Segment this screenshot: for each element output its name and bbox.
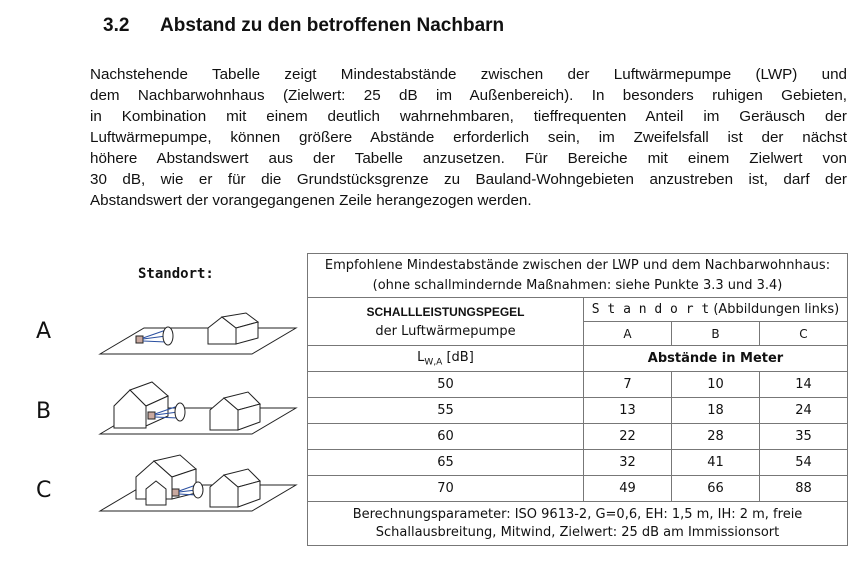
distance-c-cell: 24 [760,398,848,424]
table-row [308,398,848,424]
paragraph-line: Nachstehende Tabelle zeigt Mindestabstände zwischen der Luftwärmepumpe (LWP) und [90,66,847,83]
unit-suffix: [dB] [446,349,474,365]
paragraph-line: höhere Abstandswert aus der Tabelle anzusetzen. Für Bereiche mit einem Zielwert von [90,150,847,167]
table-unit-row [308,346,848,372]
paragraph-line: in Kombination mit einem deutlich wahrnehmbaren, tieffrequenten Anteil im Geräusch der [90,108,847,125]
sketch-standort-b [98,378,298,444]
distance-c-cell: 54 [760,450,848,476]
table-row [308,450,848,476]
table-row [308,372,848,398]
header-standort [584,298,848,322]
intro-paragraph [90,64,847,211]
unit-label [308,346,584,372]
distance-b-cell: 18 [672,398,760,424]
distance-c-cell: 88 [760,476,848,502]
level-cell: 60 [308,424,584,450]
level-cell: 50 [308,372,584,398]
distance-a-cell: 32 [584,450,672,476]
distance-a-cell: 22 [584,424,672,450]
distance-a-cell: 7 [584,372,672,398]
table-footer [308,502,848,546]
sketch-standort-a [98,308,298,364]
table-caption [308,254,848,298]
column-a: A [584,322,672,346]
distances-label: Abstände in Meter [584,346,848,372]
distance-b-cell: 10 [672,372,760,398]
footer-line: Berechnungsparameter: ISO 9613-2, G=0,6, EH: 1,5 m, IH: 2 m, freie [352,506,803,522]
unit-subscript: W,A [424,357,443,368]
distance-a-cell: 49 [584,476,672,502]
table-caption-row [308,254,848,298]
caption-line: (ohne schallmindernde Maßnahmen: siehe Punkte 3.3 und 3.4) [372,277,783,293]
header-standort-word: S t a n d o r t [591,302,710,317]
distance-c-cell: 14 [760,372,848,398]
paragraph-line: dem Nachbarwohnhaus (Zielwert: 25 dB im Außenbereich). In besonders ruhigen Gebieten, [90,87,847,104]
column-b: B [672,322,760,346]
footer-line: Schallausbreitung, Mitwind, Zielwert: 25 dB am Immissionsort [375,524,780,540]
header-level [308,298,584,346]
table-row [308,476,848,502]
distance-b-cell: 41 [672,450,760,476]
row-letter-b: B [36,399,52,424]
paragraph-line: Abstandswert der vorangegangenen Zeile herangezogen werden. [90,192,532,209]
distance-table [307,253,848,546]
distance-a-cell: 13 [584,398,672,424]
paragraph-line: 30 dB, wie er für die Grundstücksgrenze zu Bauland-Wohngebieten anzustreben ist, darf der [90,171,847,188]
section-number: 3.2 [103,15,130,36]
table-footer-row [308,502,848,546]
paragraph-line: Luftwärmepumpe, können größere Abstände erforderlich sein, im Zweifelsfall ist der nächst [90,129,847,146]
distance-c-cell: 35 [760,424,848,450]
distance-b-cell: 66 [672,476,760,502]
row-letter-c: C [36,478,52,503]
table-row [308,424,848,450]
header-level-subtitle: der Luftwärmepumpe [375,323,516,339]
distance-b-cell: 28 [672,424,760,450]
section-title: Abstand zu den betroffenen Nachbarn [160,15,505,36]
table-header-row [308,298,848,322]
header-level-title: SCHALLLEISTUNGSPEGEL [366,304,525,319]
row-letter-a: A [36,319,52,344]
caption-line: Empfohlene Mindestabstände zwischen der LWP und dem Nachbarwohnhaus: [324,257,831,273]
header-standort-note: (Abbildungen links) [713,302,840,317]
level-cell: 70 [308,476,584,502]
standort-label: Standort: [138,266,214,282]
sketch-standort-c [98,453,298,521]
unit-symbol: L [417,349,425,365]
level-cell: 65 [308,450,584,476]
column-c: C [760,322,848,346]
level-cell: 55 [308,398,584,424]
